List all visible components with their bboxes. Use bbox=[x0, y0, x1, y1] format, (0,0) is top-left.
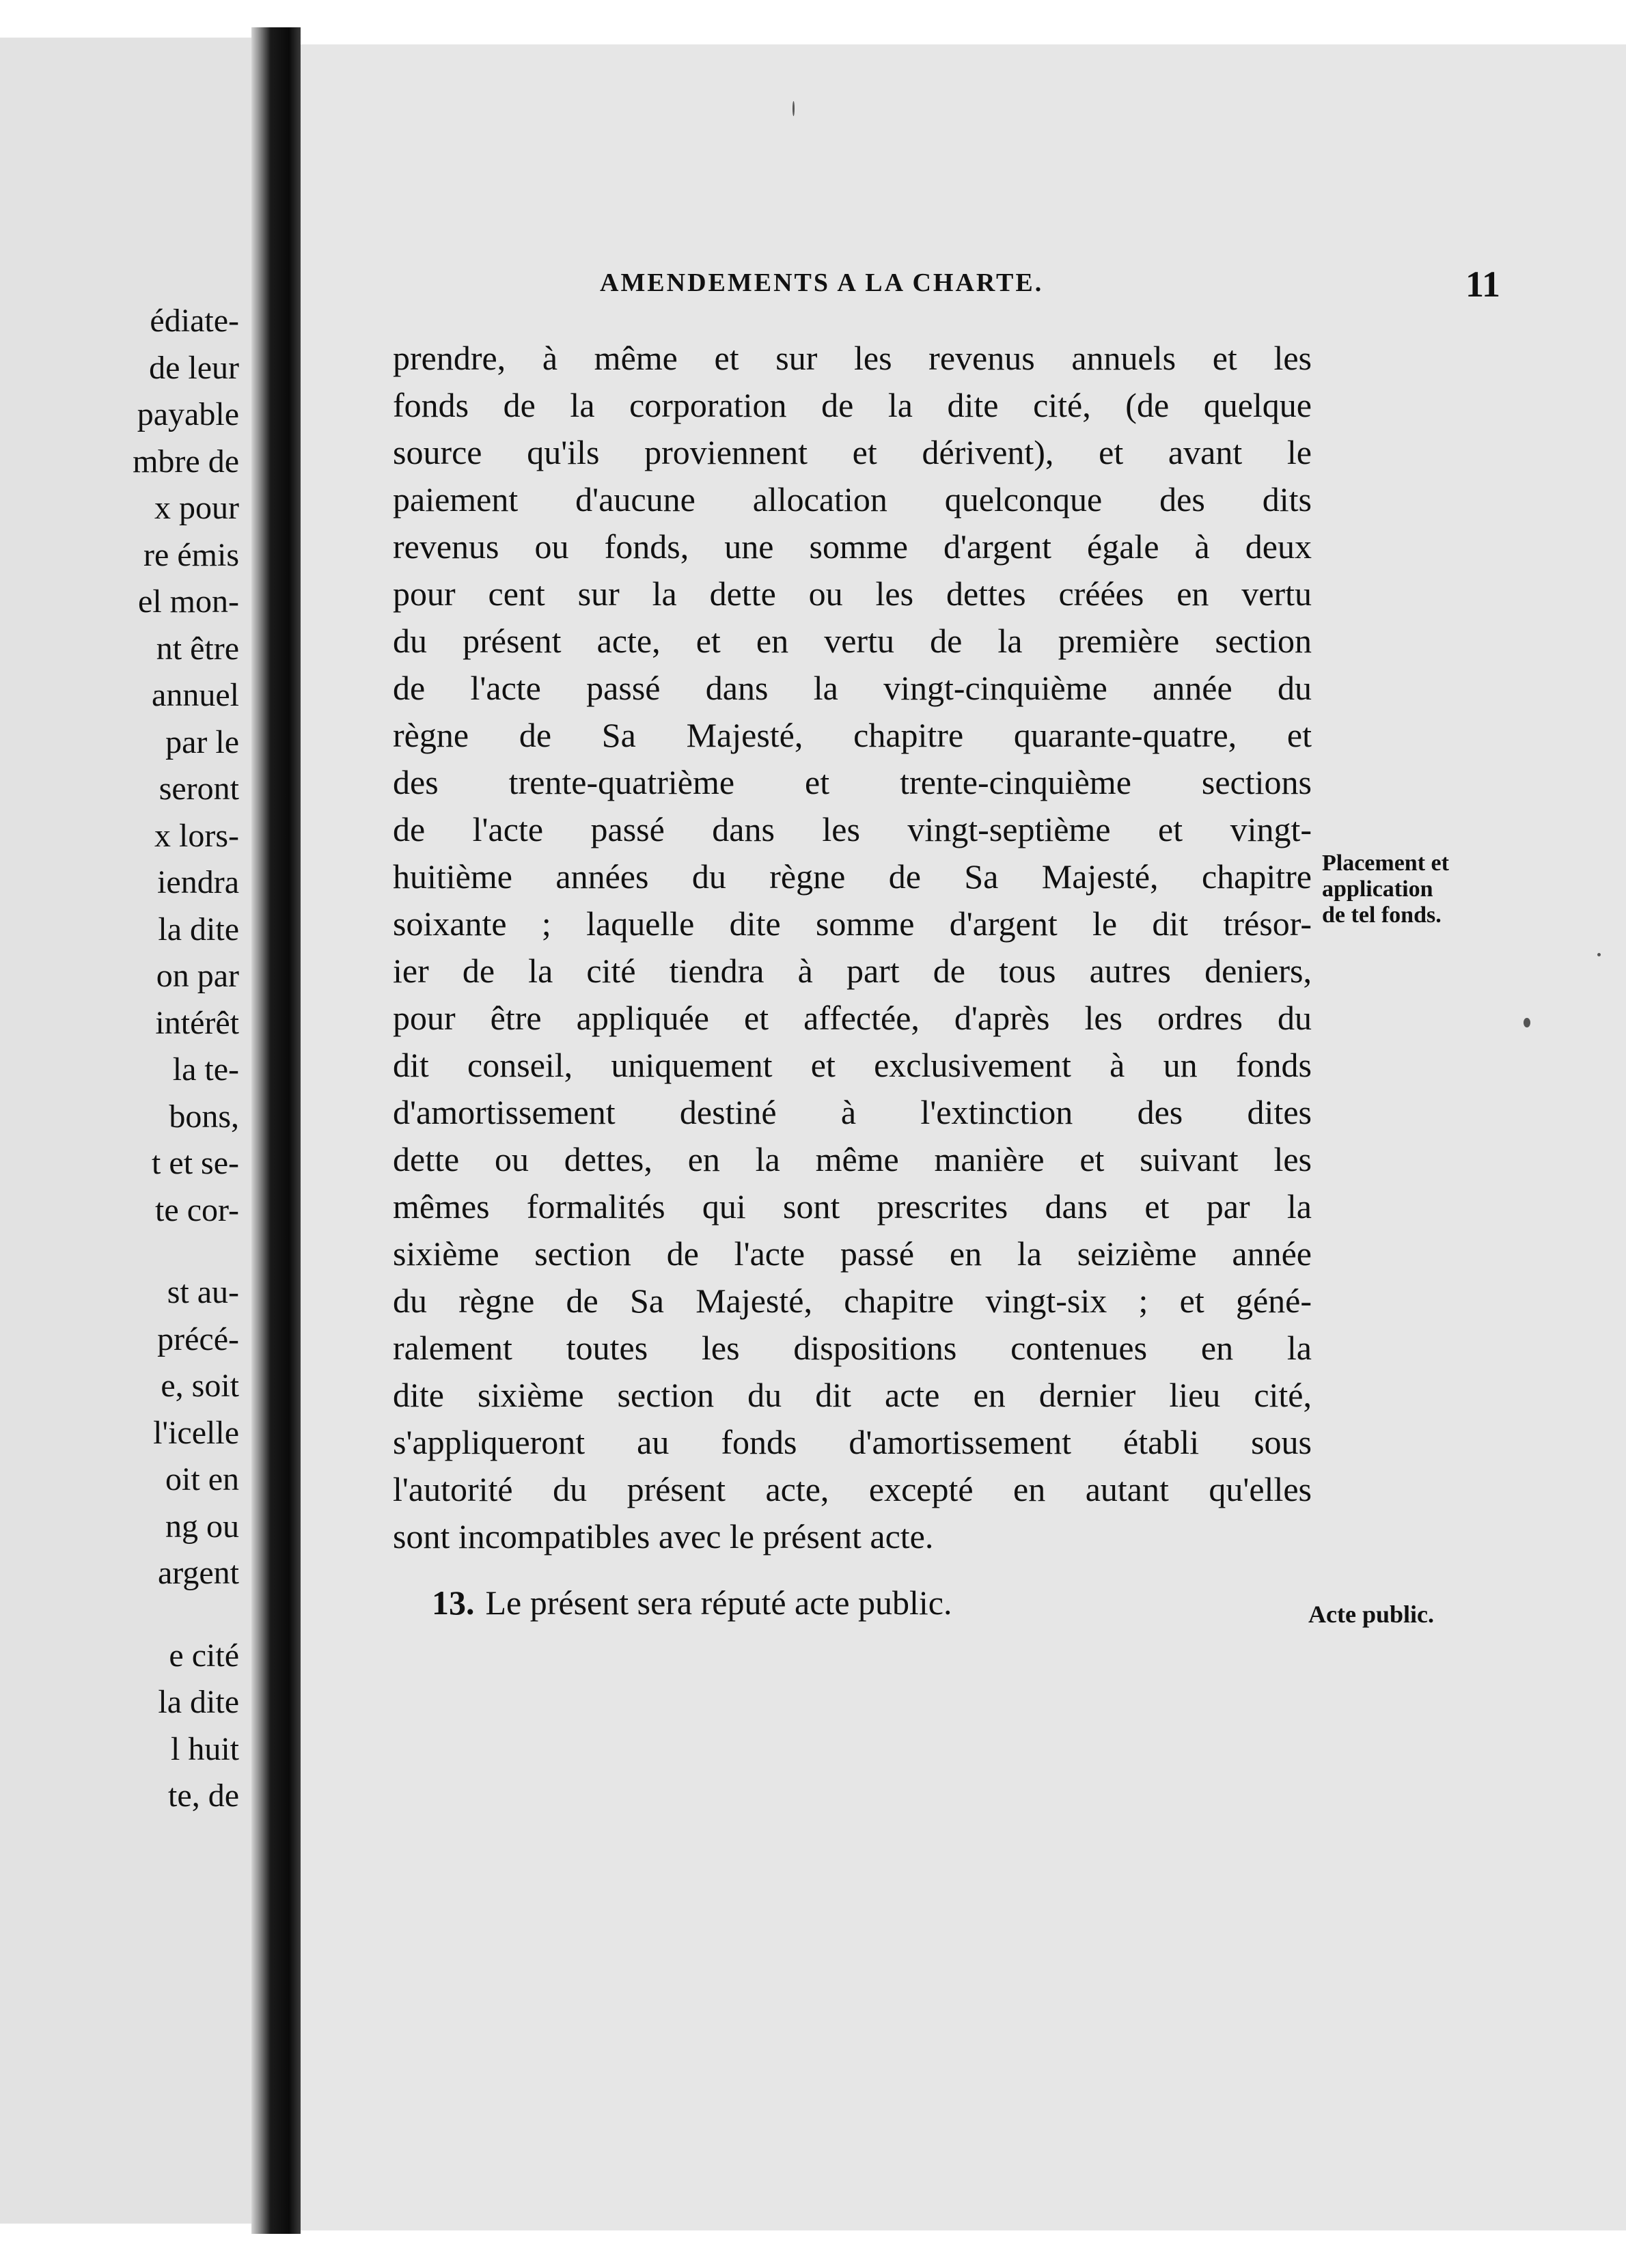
left-page-line: te cor- bbox=[155, 1191, 239, 1228]
left-page-line: la dite bbox=[158, 1684, 239, 1720]
left-page-line: l'icelle bbox=[153, 1414, 239, 1451]
left-page-line: st au- bbox=[167, 1274, 239, 1310]
left-page-line: annuel bbox=[152, 677, 239, 713]
body-line: pour cent sur la dette ou les dettes créées en vertu bbox=[393, 575, 1312, 613]
left-page-line: iendra bbox=[157, 864, 239, 900]
left-page-line: payable bbox=[137, 396, 239, 432]
margin-note-line: application bbox=[1322, 876, 1433, 902]
body-line: dit conseil, uniquement et exclusivement à un fonds bbox=[393, 1046, 1312, 1084]
body-line: s'appliqueront au fonds d'amortissement établi sous bbox=[393, 1423, 1312, 1461]
body-line: de l'acte passé dans les vingt-septième et vingt- bbox=[393, 810, 1312, 848]
left-page-line: la te- bbox=[172, 1051, 239, 1088]
running-head: AMENDEMENTS A LA CHARTE. bbox=[600, 268, 1044, 297]
paper-speck bbox=[793, 101, 795, 116]
body-line: dite sixième section du dit acte en dernier lieu cité, bbox=[393, 1376, 1312, 1414]
left-page-line: e cité bbox=[169, 1637, 239, 1674]
left-page-line: t et se- bbox=[152, 1145, 239, 1181]
section-number: 13. bbox=[432, 1584, 475, 1622]
body-line: pour être appliquée et affectée, d'après les ordres du bbox=[393, 999, 1312, 1037]
body-line: du règne de Sa Majesté, chapitre vingt-six ; et géné- bbox=[393, 1282, 1312, 1320]
left-page-line: ng ou bbox=[165, 1508, 239, 1545]
paper-speck bbox=[1597, 953, 1601, 956]
left-page-line: x pour bbox=[154, 490, 239, 526]
body-line: soixante ; laquelle dite somme d'argent le dit trésor- bbox=[393, 904, 1312, 943]
left-page-line: te, de bbox=[168, 1778, 239, 1814]
body-line: du présent acte, et en vertu de la première section bbox=[393, 622, 1312, 660]
left-page-line: la dite bbox=[158, 911, 239, 948]
body-line: fonds de la corporation de la dite cité, (de quelque bbox=[393, 386, 1312, 424]
book-gutter bbox=[251, 27, 301, 2234]
left-page-line: par le bbox=[165, 723, 239, 760]
left-page-line: re émis bbox=[143, 536, 239, 573]
body-line: de l'acte passé dans la vingt-cinquième année du bbox=[393, 669, 1312, 707]
margin-note-line: de tel fonds. bbox=[1322, 902, 1442, 928]
body-text bbox=[393, 335, 1312, 1560]
section-text: Le présent sera réputé acte public. bbox=[485, 1584, 952, 1622]
body-line: des trente-quatrième et trente-cinquième sections bbox=[393, 763, 1312, 801]
body-line: sixième section de l'acte passé en la seizième année bbox=[393, 1234, 1312, 1273]
page-number: 11 bbox=[1465, 264, 1501, 305]
left-page-line: précé- bbox=[157, 1320, 239, 1357]
margin-note-acte-public: Acte public. bbox=[1308, 1601, 1434, 1628]
section-13 bbox=[432, 1579, 952, 1627]
left-page-line: oit en bbox=[165, 1461, 239, 1497]
body-line: d'amortissement destiné à l'extinction des dites bbox=[393, 1093, 1312, 1131]
margin-note-line: Placement et bbox=[1322, 850, 1449, 876]
left-page-line: mbre de bbox=[133, 443, 239, 480]
body-line: ralement toutes les dispositions contenues en la bbox=[393, 1329, 1312, 1367]
left-page-line: édiate- bbox=[150, 303, 239, 339]
body-line: ier de la cité tiendra à part de tous autres deniers, bbox=[393, 952, 1312, 990]
left-page-line: e, soit bbox=[161, 1368, 239, 1404]
body-line: dette ou dettes, en la même manière et suivant les bbox=[393, 1140, 1312, 1178]
body-line: l'autorité du présent acte, excepté en autant qu'elles bbox=[393, 1470, 1312, 1508]
body-line: prendre, à même et sur les revenus annuels et les bbox=[393, 339, 1312, 377]
body-line: sont incompatibles avec le présent acte. bbox=[393, 1517, 934, 1555]
body-line: mêmes formalités qui sont prescrites dans et par la bbox=[393, 1187, 1312, 1226]
left-page-line: intérêt bbox=[155, 1004, 239, 1041]
body-line: revenus ou fonds, une somme d'argent égale à deux bbox=[393, 527, 1312, 566]
left-page-line: on par bbox=[156, 958, 239, 994]
body-line: source qu'ils proviennent et dérivent), et avant le bbox=[393, 433, 1312, 471]
left-page-line: nt être bbox=[156, 630, 239, 667]
body-line: huitième années du règne de Sa Majesté, chapitre bbox=[393, 857, 1312, 896]
left-page-fragment bbox=[0, 38, 251, 2224]
left-page-line: el mon- bbox=[138, 583, 239, 620]
body-line: paiement d'aucune allocation quelconque des dits bbox=[393, 480, 1312, 518]
left-page-line: x lors- bbox=[154, 817, 239, 854]
left-page-line: argent bbox=[157, 1555, 239, 1591]
body-line: règne de Sa Majesté, chapitre quarante-quatre, et bbox=[393, 716, 1312, 754]
left-page-line: de leur bbox=[149, 349, 239, 386]
left-page-line: seront bbox=[159, 771, 239, 807]
margin-note-placement bbox=[1322, 850, 1449, 928]
paper-speck bbox=[1524, 1018, 1530, 1027]
left-page-line: l huit bbox=[170, 1730, 239, 1767]
left-page-line: bons, bbox=[169, 1098, 239, 1135]
